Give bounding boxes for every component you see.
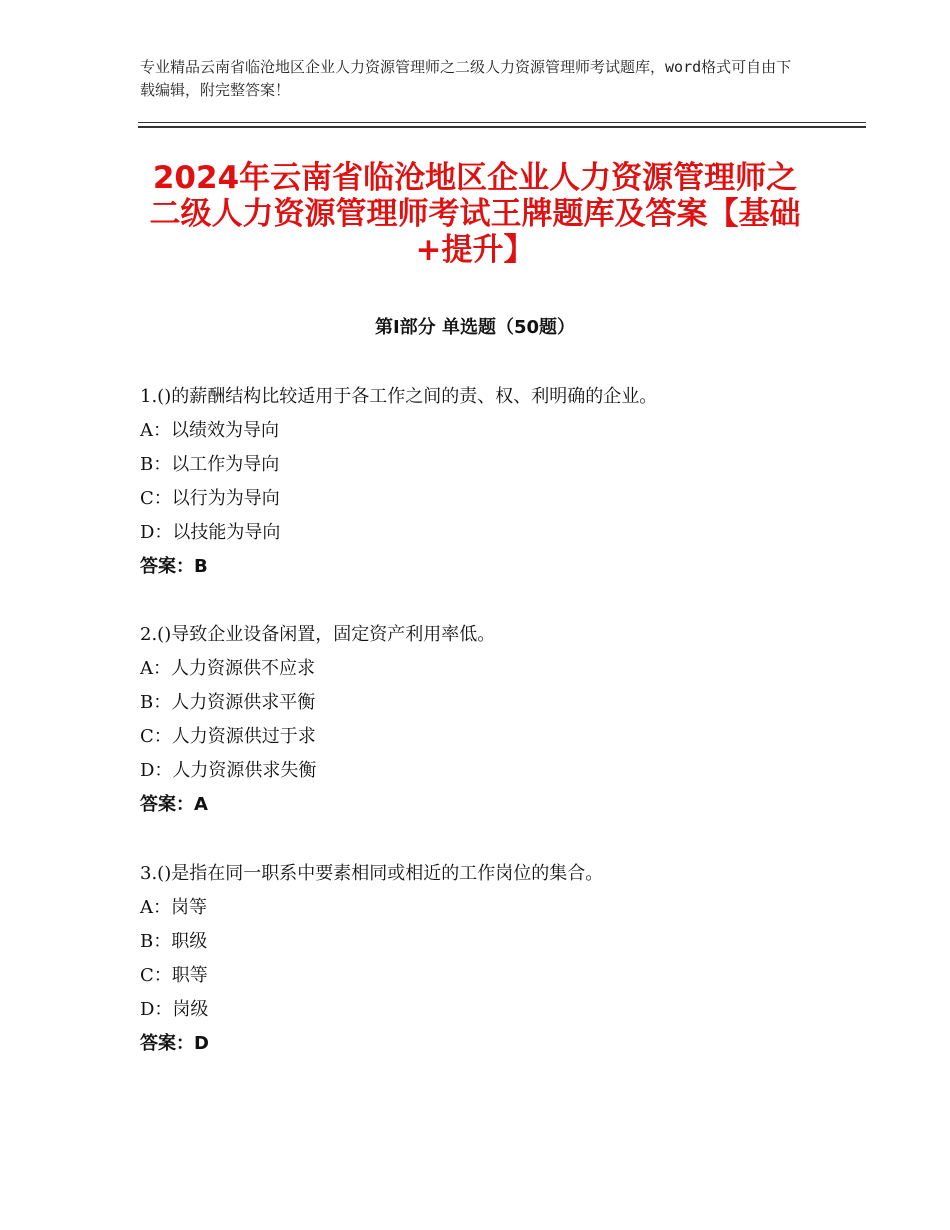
option-c: C：人力资源供过于求 <box>140 726 316 747</box>
option-d: D：人力资源供求失衡 <box>140 760 317 781</box>
answer: 答案：B <box>140 556 208 577</box>
answer: 答案：A <box>140 794 208 815</box>
option-a: A：人力资源供不应求 <box>140 658 315 679</box>
question-1 <box>140 380 840 584</box>
header-note: 专业精品云南省临沧地区企业人力资源管理师之二级人力资源管理师考试题库，word格式可自由下载编辑，附完整答案！ <box>140 58 792 99</box>
question-stem: 3.()是指在同一职系中要素相同或相近的工作岗位的集合。 <box>140 863 604 884</box>
option-d: D：岗级 <box>140 999 209 1020</box>
option-a: A：岗等 <box>140 897 207 918</box>
option-d: D：以技能为导向 <box>140 522 281 543</box>
question-stem: 1.()的薪酬结构比较适用于各工作之间的责、权、利明确的企业。 <box>140 386 658 407</box>
question-2 <box>140 618 840 822</box>
option-c: C：职等 <box>140 965 208 986</box>
option-b: B：人力资源供求平衡 <box>140 692 316 713</box>
question-3 <box>140 857 840 1061</box>
option-a: A：以绩效为导向 <box>140 420 279 441</box>
option-b: B：职级 <box>140 931 208 952</box>
answer: 答案：D <box>140 1033 209 1054</box>
header-rule-thin <box>138 122 866 123</box>
option-c: C：以行为为导向 <box>140 488 280 509</box>
header-rule-thick <box>138 126 866 128</box>
option-b: B：以工作为导向 <box>140 454 280 475</box>
section-heading: 第Ⅰ部分 单选题（50题） <box>374 317 575 338</box>
question-stem: 2.()导致企业设备闲置，固定资产利用率低。 <box>140 624 496 645</box>
document-title: 2024年云南省临沧地区企业人力资源管理师之二级人力资源管理师考试王牌题库及答案【基础+提升】 <box>149 160 801 268</box>
